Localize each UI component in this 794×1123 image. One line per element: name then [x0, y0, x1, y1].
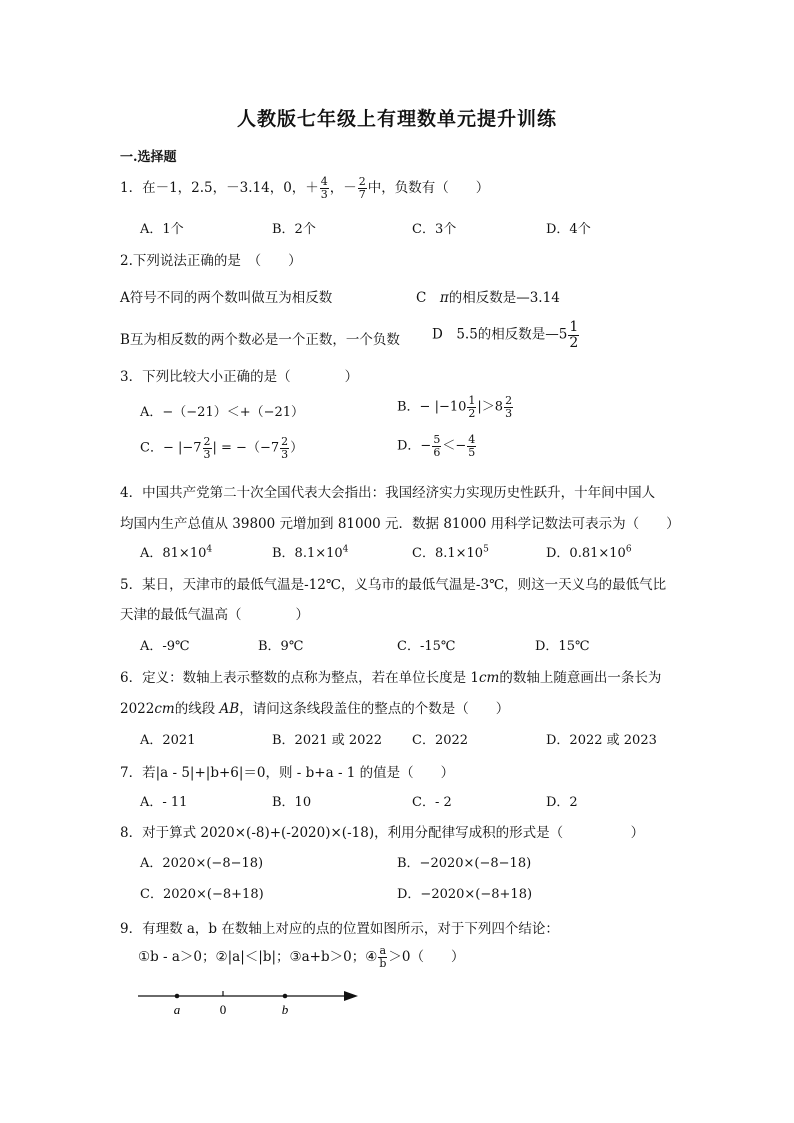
- question-3-stem: 3．下列比较大小正确的是（ ）: [120, 369, 359, 385]
- question-8-stem: 8．对于算式 2020×(-8)+(-2020)×(-18)，利用分配律写成积的形式是（ ）: [120, 825, 645, 841]
- fraction-a-b: [378, 945, 387, 969]
- frac-den: 3: [203, 447, 211, 461]
- q8-option-b[interactable]: B．−2020×(−8−18): [397, 856, 532, 871]
- question-4-line-2: 均国内生产总值从 39800 元增加到 81000 元．数据 81000 用科学记数法可表示为（ ）: [120, 516, 680, 532]
- q2-option-c[interactable]: [416, 286, 560, 306]
- number-line-svg: [136, 984, 366, 1018]
- q7-option-d[interactable]: D．2: [546, 795, 578, 810]
- frac-den: 2: [569, 334, 579, 351]
- q2-option-a[interactable]: A符号不同的两个数叫做互为相反数: [120, 290, 333, 306]
- question-5-line-1: 5．某日，天津市的最低气温是-12℃，义乌市的最低气温是-3℃，则这一天义乌的最低气比: [120, 577, 667, 593]
- q8-option-d[interactable]: D．−2020×(−8+18): [397, 887, 533, 902]
- q4-option-c[interactable]: [412, 542, 489, 561]
- q8-option-c[interactable]: C．2020×(−8+18): [140, 887, 264, 902]
- q9-conc-post: ＞0（ ）: [388, 949, 465, 965]
- fraction-4-5: [467, 434, 476, 458]
- q3-c-post: ）: [290, 440, 304, 456]
- fraction-2-3: [203, 436, 212, 460]
- label-a: a: [173, 1002, 181, 1017]
- fraction-2-3: [280, 436, 289, 460]
- frac-num: 2: [358, 175, 366, 189]
- q4-a-base: A．81×10: [140, 546, 207, 561]
- frac-num: 1: [468, 394, 476, 407]
- q6-option-d[interactable]: D．2022 或 2023: [546, 733, 657, 748]
- frac-num: a: [379, 944, 387, 958]
- section-heading: 一.选择题: [120, 150, 177, 165]
- label-b: b: [281, 1002, 289, 1017]
- number-line-diagram: [136, 984, 366, 1018]
- q4-b-exp: 4: [342, 544, 349, 555]
- fraction-5-6: [432, 434, 441, 458]
- q6-l1-a: 6．定义：数轴上表示整数的点称为整点，若在单位长度是 1: [120, 670, 479, 686]
- q6-l1-b: 的数轴上随意画出一条长为: [499, 670, 662, 686]
- q6-l1-unit: cm: [478, 670, 500, 686]
- frac-den: 3: [281, 447, 289, 461]
- fraction-1-2: [467, 395, 476, 419]
- question-2-stem: 2.下列说法正确的是 （ ）: [120, 253, 302, 269]
- q6-l2-var: AB: [219, 701, 240, 717]
- q3-d-mid: ＜−: [442, 438, 467, 454]
- point-a: [175, 994, 180, 999]
- q5-option-c[interactable]: C．-15℃: [397, 639, 456, 654]
- question-1-stem: [120, 176, 489, 201]
- frac-den: 5: [468, 445, 476, 459]
- q1-option-c[interactable]: C．3个: [412, 222, 457, 237]
- q4-d-base: D．0.81×10: [546, 546, 626, 561]
- q3-b-mid: |＞8: [477, 399, 504, 415]
- q4-option-d[interactable]: [546, 542, 632, 561]
- frac-num: 2: [281, 435, 289, 448]
- page-title: 人教版七年级上有理数单元提升训练: [236, 108, 557, 130]
- q6-l2-b: 的线段: [174, 701, 220, 717]
- q6-option-c[interactable]: C．2022: [412, 733, 469, 748]
- q1-text-pre: 1．在－1，2.5，－3.14，0，＋: [120, 180, 319, 196]
- q1-text-mid: ，－: [329, 180, 357, 196]
- q3-option-a[interactable]: A．−（−21）＜+（−21）: [140, 405, 305, 420]
- q3-b-pre: B．− |−10: [397, 399, 467, 415]
- q5-option-b[interactable]: B．9℃: [258, 639, 304, 654]
- frac-den: 3: [505, 406, 513, 420]
- q4-c-exp: 5: [483, 544, 489, 555]
- fraction-4-3: [320, 176, 329, 200]
- frac-num: 2: [505, 394, 513, 407]
- q3-option-d[interactable]: [397, 434, 477, 458]
- question-7-stem: 7．若|a - 5|+|b+6|＝0，则 - b+a - 1 的值是（ ）: [120, 765, 455, 781]
- q2-c-post: 的相反数是—3.14: [448, 290, 560, 306]
- question-4-line-1: 4．中国共产党第二十次全国代表大会指出：我国经济实力实现历史性跃升，十年间中国人: [120, 485, 656, 501]
- frac-den: 3: [320, 188, 328, 201]
- q8-option-a[interactable]: A．2020×(−8−18): [140, 856, 264, 871]
- q5-option-d[interactable]: D．15℃: [535, 639, 590, 654]
- q2-d-pre: D 5.5的相反数是—5: [432, 326, 568, 343]
- q1-text-post: 中，负数有（ ）: [367, 180, 490, 196]
- q3-c-mid: | = −（−7: [212, 440, 280, 456]
- q4-c-base: C．8.1×10: [412, 546, 484, 561]
- q3-option-b[interactable]: [397, 395, 514, 419]
- q6-l2-a: 2022: [120, 701, 155, 717]
- frac-num: 2: [203, 435, 211, 448]
- fraction-2-3: [504, 395, 513, 419]
- question-6-line-1: [120, 666, 661, 686]
- fraction-1-2: [568, 320, 579, 350]
- frac-num: 1: [569, 319, 579, 335]
- q4-option-a[interactable]: [140, 542, 212, 561]
- frac-num: 4: [320, 175, 328, 189]
- frac-den: 2: [468, 406, 476, 420]
- q1-option-d[interactable]: D．4个: [546, 222, 591, 237]
- axis-arrow-icon: [344, 991, 358, 1001]
- q4-d-exp: 6: [625, 544, 632, 555]
- q2-option-d[interactable]: [432, 320, 580, 350]
- q1-option-b[interactable]: B．2个: [272, 222, 316, 237]
- q1-option-a[interactable]: A．1个: [140, 222, 184, 237]
- question-5-line-2: 天津的最低气温高（ ）: [120, 607, 309, 623]
- q2-option-b[interactable]: B互为相反数的两个数必是一个正数，一个负数: [120, 332, 400, 348]
- q5-option-a[interactable]: A．-9℃: [140, 639, 190, 654]
- q3-option-c[interactable]: [140, 436, 303, 460]
- q9-conclusions: [138, 945, 464, 970]
- q4-b-base: B．8.1×10: [272, 546, 343, 561]
- frac-den: b: [379, 957, 387, 970]
- fraction-2-7: [358, 176, 367, 200]
- frac-num: 5: [433, 433, 441, 446]
- q4-a-exp: 4: [206, 544, 213, 555]
- q9-conc-pre: ①b - a＞0；②|a|＜|b|；③a+b＞0；④: [138, 949, 378, 965]
- q6-l2-unit: cm: [154, 701, 175, 717]
- q6-option-b[interactable]: B．2021 或 2022: [272, 733, 382, 748]
- q7-option-c[interactable]: C．- 2: [412, 795, 452, 810]
- q3-c-pre: C．− |−7: [140, 440, 202, 456]
- pi-symbol: π: [439, 290, 449, 306]
- q7-option-a[interactable]: A．- 11: [140, 795, 188, 810]
- q2-c-pre: C: [416, 290, 440, 306]
- q6-l2-c: ，请问这条线段盖住的整点的个数是（ ）: [239, 701, 510, 717]
- question-9-stem: 9．有理数 a，b 在数轴上对应的点的位置如图所示，对于下列四个结论：: [120, 921, 559, 937]
- frac-den: 6: [433, 445, 441, 459]
- frac-num: 4: [468, 433, 476, 446]
- point-b: [283, 994, 288, 999]
- q6-option-a[interactable]: A．2021: [140, 733, 196, 748]
- frac-den: 7: [358, 188, 366, 201]
- label-zero: 0: [219, 1002, 227, 1017]
- question-6-line-2: [120, 697, 509, 717]
- q7-option-b[interactable]: B．10: [272, 795, 312, 810]
- q3-d-pre: D．−: [397, 438, 432, 454]
- q4-option-b[interactable]: [272, 542, 348, 561]
